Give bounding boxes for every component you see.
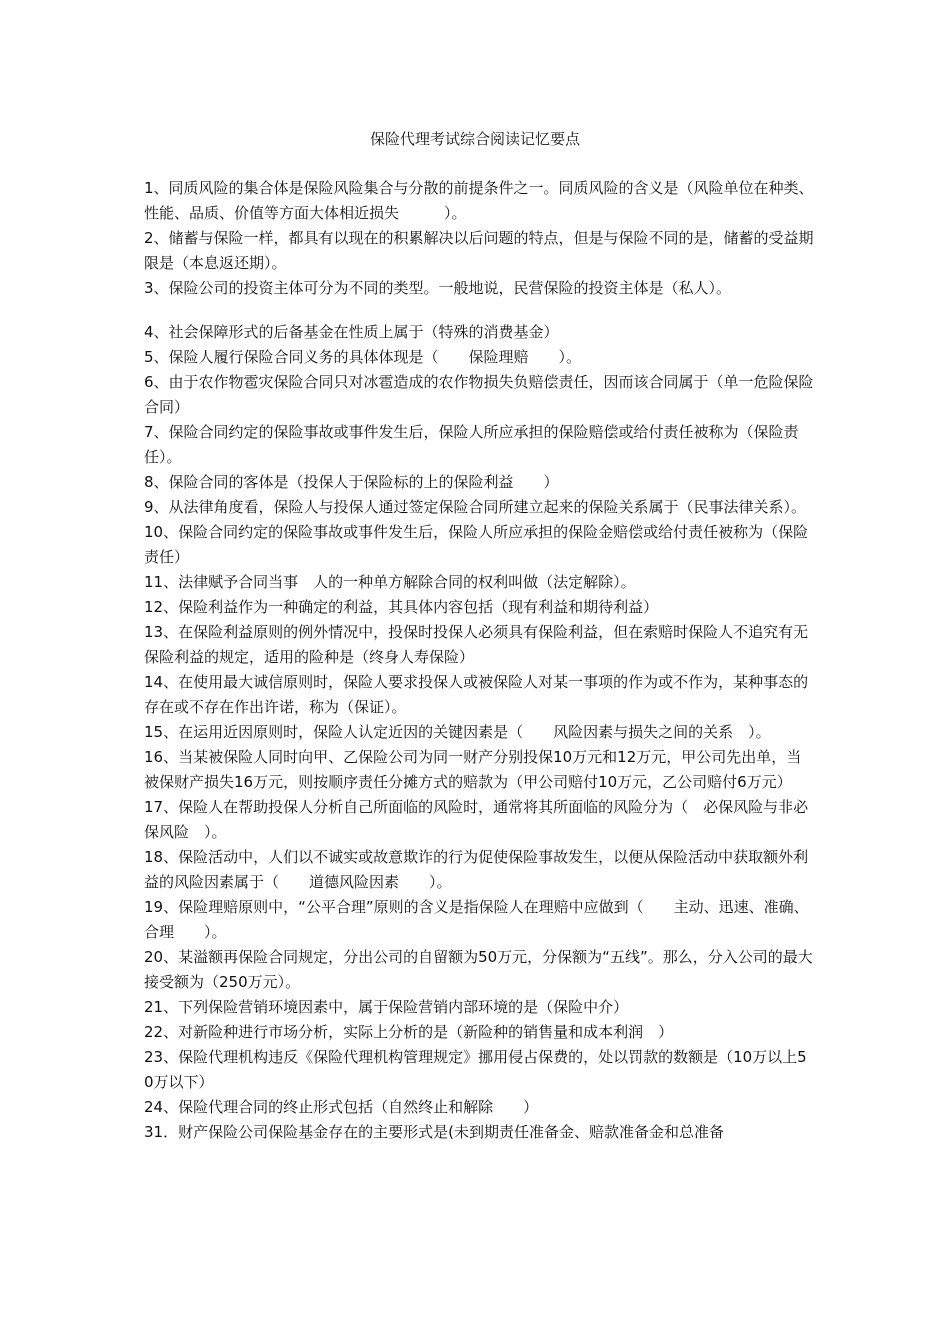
question-item-10: 10、保险合同约定的保险事故或事件发生后，保险人所应承担的保险金赔偿或给付责任被称为（保险责任） [144, 523, 809, 566]
question-item-13: 13、在保险利益原则的例外情况中，投保时投保人必须具有保险利益，但在索赔时保险人不追究有无保险利益的规定，适用的险种是（终身人寿保险） [144, 623, 809, 666]
question-item-31: 31．财产保险公司保险基金存在的主要形式是(未到期责任准备金、赔款准备金和总准备 [144, 1123, 724, 1141]
question-item-7: 7、保险合同约定的保险事故或事件发生后，保险人所应承担的保险赔偿或给付责任被称为（保险责任）。 [144, 423, 799, 466]
question-item-8: 8、保险合同的客体是（投保人于保险标的上的保险利益 ） [144, 473, 559, 491]
question-item-3: 3、保险公司的投资主体可分为不同的类型。一般地说，民营保险的投资主体是（私人）。 [144, 279, 732, 297]
question-item-6: 6、由于农作物雹灾保险合同只对冰雹造成的农作物损失负赔偿责任，因而该合同属于（单一危险保险合同） [144, 373, 814, 416]
question-item-16: 16、当某被保险人同时向甲、乙保险公司为同一财产分别投保10万元和12万元，甲公司先出单，当被保财产损失16万元，则按顺序责任分摊方式的赔款为（甲公司赔付10万元，乙公司赔付6万元） [144, 748, 802, 791]
question-item-4: 4、社会保障形式的后备基金在性质上属于（特殊的消费基金） [144, 323, 559, 341]
question-item-11: 11、法律赋予合同当事 人的一种单方解除合同的权利叫做（法定解除）。 [144, 573, 636, 591]
question-item-22: 22、对新险种进行市场分析，实际上分析的是（新险种的销售量和成本利润 ） [144, 1023, 674, 1041]
question-item-5: 5、保险人履行保险合同义务的具体体现是（ 保险理赔 ）。 [144, 348, 582, 366]
question-list [144, 176, 816, 1145]
question-item-19: 19、保险理赔原则中，“公平合理”原则的含义是指保险人在理赔中应做到（ 主动、迅速、准确、合理 ）。 [144, 898, 809, 941]
question-item-9: 9、从法律角度看，保险人与投保人通过签定保险合同所建立起来的保险关系属于（民事法律关系）。 [144, 498, 807, 516]
question-item-14: 14、在使用最大诚信原则时，保险人要求投保人或被保险人对某一事项的作为或不作为，某种事态的存在或不存在作出许诺，称为（保证）。 [144, 673, 809, 716]
question-item-20: 20、某溢额再保险合同规定，分出公司的自留额为50万元，分保额为“五线”。那么，分入公司的最大接受额为（250万元）。 [144, 948, 813, 991]
document-title: 保险代理考试综合阅读记忆要点 [369, 130, 580, 148]
question-item-12: 12、保险利益作为一种确定的利益，其具体内容包括（现有利益和期待利益） [144, 598, 659, 616]
question-item-24: 24、保险代理合同的终止形式包括（自然终止和解除 ） [144, 1098, 539, 1116]
question-item-15: 15、在运用近因原则时，保险人认定近因的关键因素是（ 风险因素与损失之间的关系 ）。 [144, 723, 771, 741]
question-item-21: 21、下列保险营销环境因素中，属于保险营销内部环境的是（保险中介） [144, 998, 629, 1016]
question-item-2: 2、储蓄与保险一样，都具有以现在的积累解决以后问题的特点，但是与保险不同的是，储蓄的受益期限是（本息返还期）。 [144, 229, 814, 272]
question-item-18: 18、保险活动中，人们以不诚实或故意欺诈的行为促使保险事故发生，以便从保险活动中获取额外利益的风险因素属于（ 道德风险因素 ）。 [144, 848, 809, 891]
question-item-23: 23、保险代理机构违反《保险代理机构管理规定》挪用侵占保费的，处以罚款的数额是（10万以上50万以下） [144, 1048, 807, 1091]
question-item-1: 1、同质风险的集合体是保险风险集合与分散的前提条件之一。同质风险的含义是（风险单位在种类、性能、品质、价值等方面大体相近损失 ）。 [144, 179, 814, 222]
question-item-17: 17、保险人在帮助投保人分析自己所面临的风险时，通常将其所面临的风险分为（ 必保风险与非必保风险 ）。 [144, 798, 809, 841]
